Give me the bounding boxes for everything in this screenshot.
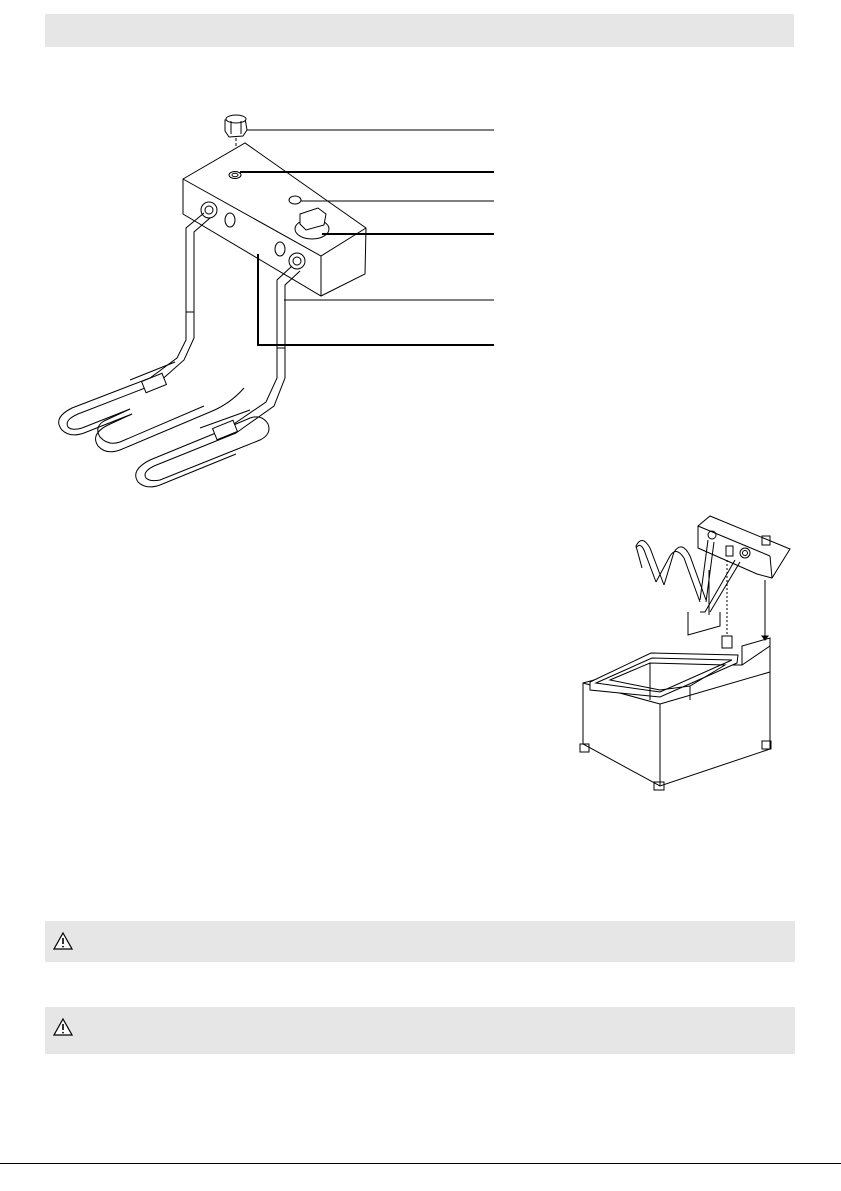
fryer-cabinet-part [580,612,771,790]
heating-element-diagram [40,100,510,490]
warning-box-1 [45,921,795,962]
element-head-part [698,516,790,578]
heating-coil-part [59,362,269,487]
control-box-part [183,143,366,296]
warning-box-2 [45,1007,795,1054]
warning-triangle-icon [53,931,73,951]
warning-triangle-icon [53,1017,73,1037]
fryer-assembly-diagram [570,505,800,805]
footer-rule [0,1163,841,1164]
header-bar [45,14,794,47]
